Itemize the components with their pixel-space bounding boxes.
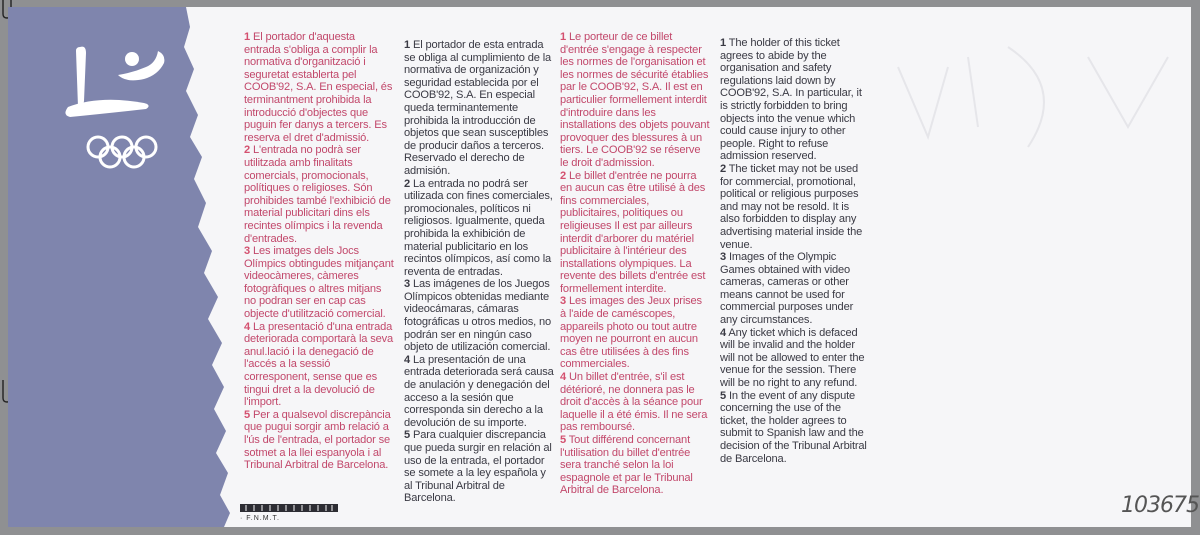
clause <box>244 321 394 409</box>
clause-text: El portador d'aquesta entrada s'obliga a complir la normativa d'organització i seguretat establerta pel COOB'92, S.A. En especial, és terminantment prohibida la introducció d'objectes que puguin fer danys a tercers. Es reserva el dret d'admissió. <box>244 31 393 144</box>
conditions-english <box>720 37 870 465</box>
clause-text: Les imatges dels Jocs Olímpics obtingudes mitjançant videocàmeres, càmeres fotogràfiques o altres mitjans no podran ser en cap cas objecte d'utilització comercial. <box>244 245 394 321</box>
clause-number: 4 <box>244 320 251 333</box>
clause <box>560 170 710 296</box>
clause-number: 3 <box>720 251 727 264</box>
printer-caption: · F.N.M.T. <box>240 515 280 522</box>
clause-text: In the event of any dispute concerning the use of the ticket, the holder agrees to submit to Spanish law and the decision of the Tribunal Arbitral de Barcelona. <box>720 389 867 465</box>
clause-number: 5 <box>404 429 411 442</box>
clause <box>560 371 710 434</box>
clause <box>244 31 394 144</box>
clause <box>720 327 870 390</box>
clause-number: 2 <box>720 162 727 175</box>
clause-number: 5 <box>720 389 727 402</box>
clause <box>560 434 710 497</box>
handwritten-inventory-number: 103675 <box>1121 493 1199 518</box>
clause <box>560 295 710 371</box>
clause <box>720 37 870 163</box>
clause-text: La entrada no podrá ser utilizada con fines comerciales, promocionales, políticos ni religiosos. Igualmente, queda prohibida la exhibición de material publicitario en los recintos olímpicos, así como la reventa de entradas. <box>404 177 553 278</box>
faint-watermark-pattern <box>888 27 1188 227</box>
clause-text: Per a qualsevol discrepància que pugui sorgir amb relació a l'ús de l'entrada, el portador se sotmet a la llei espanyola i al Tribunal Arbitral de Barcelona. <box>244 408 391 472</box>
conditions-french <box>560 31 710 497</box>
clause-text: L'entrada no podrà ser utilitzada amb finalitats comercials, promocionals, polítiques o religioses. Són prohibides també l'exhibició de material publicitari dins els recintes olímpics i la revenda d'entrades. <box>244 144 391 245</box>
clause <box>244 144 394 245</box>
clause-number: 1 <box>560 31 567 43</box>
clause-number: 4 <box>720 326 727 339</box>
clause <box>720 163 870 251</box>
clause-text: The ticket may not be used for commercial, promotional, political or religious purposes and may not be resold. It is also forbidden to display any advertising material inside the venue. <box>720 162 863 251</box>
clause-text: The holder of this ticket agrees to abide by the organisation and safety regulations laid down by COOB'92, S.A. In particular, it is strictly forbidden to bring objects into the venue which could cause injury to other people. Right to refuse admission reserved. <box>720 37 862 163</box>
clause <box>404 178 554 279</box>
clause <box>560 31 710 170</box>
clause-text: El portador de esta entrada se obliga al cumplimiento de la normativa de organización y seguridad establecida por el COOB'92, S.A. En especial queda terminantemente prohibida la introducción de objetos que sean susceptibles de producir daños a terceros. Reservado el derecho de admisión. <box>404 39 552 177</box>
clause-text: Tout différend concernant l'utilisation du billet d'entrée sera tranché selon la loi espagnole et par le Tribunal Arbitral de Barcelona. <box>560 434 693 497</box>
clause-text: Para cualquier discrepancia que pueda surgir en relación al uso de la entrada, el portador se somete a la ley española y al Tribunal Arbitral de Barcelona. <box>404 429 552 505</box>
clause-number: 2 <box>404 177 411 190</box>
clause <box>244 409 394 472</box>
clause-number: 1 <box>404 39 411 51</box>
clause-number: 2 <box>560 169 567 182</box>
clause-text: La presentación de una entrada deteriorada será causa de anulación y denegación del acceso a la sesión que corresponda sin derecho a la devolución de su importe. <box>404 353 554 429</box>
barcelona92-olympic-emblem <box>60 37 190 177</box>
clause-text: Images of the Olympic Games obtained with video cameras, cameras or other means cannot be used for commercial purposes under any circumstances. <box>720 251 854 327</box>
clause-number: 1 <box>720 37 727 49</box>
clause <box>404 429 554 505</box>
clause-text: Le billet d'entrée ne pourra en aucun cas être utilisé à des fins commerciales, publicitaires, politiques ou religieuses Il est par ailleurs interdit d'arborer du matériel publicitaire à l'intérieur des installations olympiques. La revente des billets d'entrée est formellement interdite. <box>560 169 706 295</box>
clause-number: 4 <box>404 353 411 366</box>
clause <box>404 354 554 430</box>
clause <box>720 390 870 466</box>
fnmt-logo <box>240 504 338 512</box>
clause <box>404 278 554 354</box>
clause <box>720 251 870 327</box>
conditions-spanish <box>404 39 554 505</box>
clause-text: La presentació d'una entrada deteriorada comportarà la seva anul.lació i la denegació de l'accés a la sessió corresponent, sense que es tingui dret a la devolució de l'import. <box>244 320 394 409</box>
clause-text: Le porteur de ce billet d'entrée s'engage à respecter les normes de l'organisation et les normes de sécurité établies par le COOB'92, S.A. Il est en particulier formellement interdit d'introduire dans les installations des objets pouvant provoquer des blessures à un tiers. Le COOB'92 se réserve le droit d'admission. <box>560 31 710 169</box>
clause-text: Un billet d'entrée, s'il est détérioré, ne donnera pas le droit d'accès à la séance pour laquelle il a été émis. Il ne sera pas remboursé. <box>560 371 708 434</box>
clause-text: Any ticket which is defaced will be invalid and the holder will not be allowed to enter the venue for the session. There will be no right to any refund. <box>720 326 865 390</box>
clause-number: 1 <box>244 31 251 43</box>
ticket-back <box>8 7 1199 527</box>
clause-number: 3 <box>560 295 567 308</box>
clause-number: 2 <box>244 144 251 157</box>
clause-number: 5 <box>560 434 567 446</box>
printer-mark <box>240 504 340 526</box>
clause <box>404 39 554 178</box>
clause-text: Les images des Jeux prises à l'aide de caméscopes, appareils photo ou tout autre moyen ne pourront en aucun cas être utilisées à des fins commerciales. <box>560 295 702 371</box>
conditions-catalan <box>244 31 394 472</box>
clause-text: Las imágenes de los Juegos Olímpicos obtenidas mediante videocámaras, cámaras fotográficas u otros medios, no podrán ser en ningún caso objeto de utilización comercial. <box>404 278 552 354</box>
clause <box>244 245 394 321</box>
clause-number: 4 <box>560 371 567 384</box>
clause-number: 3 <box>404 278 411 291</box>
clause-number: 3 <box>244 245 251 258</box>
clause-number: 5 <box>244 408 251 421</box>
